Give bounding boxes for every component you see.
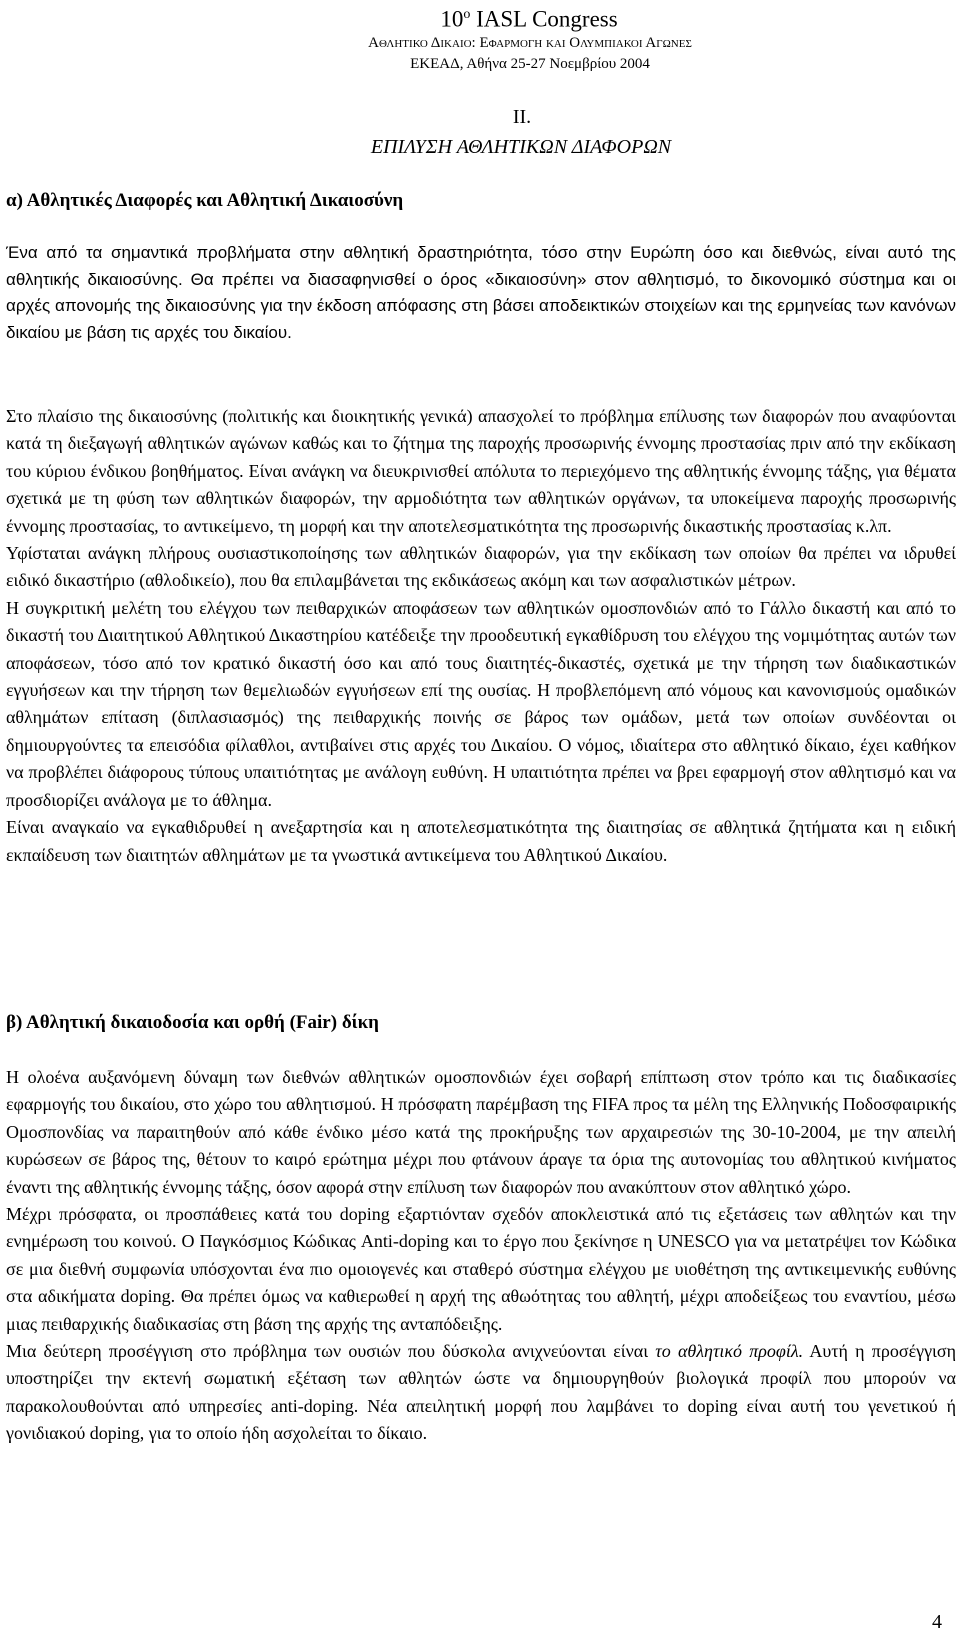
page-header xyxy=(0,2,960,75)
section-title: ΕΠΙΛΥΣΗ ΑΘΛΗΤΙΚΩΝ ΔΙΑΦΟΡΩΝ xyxy=(370,136,672,158)
congress-name: IASL Congress xyxy=(476,6,618,32)
congress-number: 10 xyxy=(440,6,464,32)
congress-subtitle: Αθλητικο Δικαιο: Εφαρμογη και Ολυμπιακοι Αγωνες xyxy=(368,34,692,51)
paragraph: Ένα από τα σημαντικά προβλήματα στην αθλητική δραστηριότητα, τόσο στην Ευρώπη όσο και διεθνώς, είναι αυτό της αθλητικής δικαιοσύνης. Θα πρέπει να διασαφηνισθεί ο όρος «δικαιοσύνη» στον αθλητισμό, το δικονομικό σύστημα και οι αρχές απονομής της δικαιοσύνης για την έκδοση απόφασης στη βάσει αποδεικτικών στοιχείων και της ερμηνείας των κανόνων δικαίου με βάση τις αρχές του δικαίου. xyxy=(6,243,956,342)
page-number: 4 xyxy=(932,1611,942,1633)
paragraph: Η ολοένα αυξανόμενη δύναμη των διεθνών αθλητικών ομοσπονδιών έχει σοβαρή επίπτωση στον τρόπο και τις διαδικασίες εφαρμογής του δικαίου, στο χώρο του αθλητισμού. Η πρόσφατη παρέμβαση της FIFA προς τα μέλη της Ελληνικής Ποδοσφαιρικής Ομοσπονδίας να παραιτηθούν από κάθε ένδικο μέσο κατά της προκήρυξης των αρχαιρεσιών της 30-10-2004, με την απειλή κυρώσεων σε βάρος της, θέτουν το καιρό ερώτημα μέχρι που φτάνουν άραγε τα όρια της αυτονομίας του αθλητικού κινήματος έναντι της αθλητικής έννομης τάξης, όσον αφορά στην επίλυση των διαφορών που ανακύπτουν στον αθλητικό χώρο. xyxy=(6,1067,956,1197)
congress-title xyxy=(98,2,960,33)
subsection-b-heading: β) Αθλητική δικαιοδοσία και ορθή (Fair) δίκη xyxy=(6,1012,379,1033)
subsection-b-body xyxy=(6,1064,956,1448)
section-number: II. xyxy=(512,106,532,128)
paragraph-part: Αυτή η προσέγγιση υποστηρίζει την εκτενή σωματική εξέταση των αθλητών ώστε να δημιουργηθούν βιολογικά προφίλ που μπορούν να παρακολουθούνται από υπηρεσίες anti-doping. Νέα απειλητική μορφή που λαμβάνει το doping είναι αυτή του γενετικού ή γονιδιακού doping, για το οποίο ήδη ασχολείται το δίκαιο. xyxy=(6,1341,956,1444)
congress-superscript: o xyxy=(463,7,471,22)
paragraph-with-italic xyxy=(6,1338,956,1448)
section-title-wrap xyxy=(0,134,960,160)
section-number-wrap xyxy=(0,104,960,130)
subsection-a-intro xyxy=(6,240,956,346)
paragraph: Είναι αναγκαίο να εγκαθιδρυθεί η ανεξαρτησία και η αποτελεσματικότητα της διαιτησίας σε αθλητικά ζητήματα και η ειδική εκπαίδευση των διαιτητών αθλημάτων με τα γνωστικά αντικείμενα του Αθλητικού Δικαίου. xyxy=(6,817,956,865)
subsection-a-heading: α) Αθλητικές Διαφορές και Αθλητική Δικαιοσύνη xyxy=(6,190,404,211)
paragraph-part: Μια δεύτερη προσέγγιση στο πρόβλημα των ουσιών που δύσκολα ανιχνεύονται είναι xyxy=(6,1341,656,1362)
paragraph: Στο πλαίσιο της δικαιοσύνης (πολιτικής και διοικητικής γενικά) απασχολεί το πρόβλημα επίλυσης των διαφορών που αναφύονται κατά τη διεξαγωγή αθλητικών αγώνων καθώς και το ζήτημα της παροχής προσωρινής έννομης προστασίας πριν από την εκδίκαση του κύριου ένδικου βοηθήματος. Είναι ανάγκη να διευκρινισθεί απόλυτα το περιεχόμενο της αθλητικής έννομης τάξης, για θέματα σχετικά με τη φύση των αθλητικών διαφορών, την αρμοδιότητα των αθλητικών οργάνων, τα υποκείμενα παροχής προσωρινής έννομης προστασίας, το αντικείμενο, τη μορφή και την αποτελεσματικότητα της προσωρινής δικαστικής προστασίας κ.λπ. xyxy=(6,406,956,536)
paragraph: Η συγκριτική μελέτη του ελέγχου των πειθαρχικών αποφάσεων των αθλητικών ομοσπονδιών από το Γάλλο δικαστή και από το δικαστή του Διαιτητικού Αθλητικού Δικαστηρίου κατέδειξε την προοδευτική εγκαθίδρυση του ελέγχου της νομιμότητας αυτών των αποφάσεων, τόσο από τον κρατικό δικαστή όσο και από τους διαιτητές-δικαστές, σχετικά με την τήρηση των διαδικαστικών εγγυήσεων και την τήρηση των θεμελιωδών εγγυήσεων επί της ουσίας. Η προβλεπόμενη από νόμους και κανονισμούς ομαδικών αθλημάτων επίταση (διπλασιασμός) της πειθαρχικής ποινής σε βάρος των ομάδων, μετά των οποίων συνδέονται οι δημιουργούντες τα επεισόδια φίλαθλοι, αντιβαίνει στις αρχές του Δικαίου. Ο νόμος, ιδιαίτερα στο αθλητικό δίκαιο, έχει καθήκον να προβλέπει διάφορους τύπους υπαιτιότητας με ανάλογη ευθύνη. Η υπαιτιότητα πρέπει να βρει εφαρμογή στον αθλητισμό και να προσδιορίζει ανάλογα με το άθλημα. xyxy=(6,597,956,810)
paragraph: Υφίσταται ανάγκη πλήρους ουσιαστικοποίησης των αθλητικών διαφορών, για την εκδίκαση των οποίων θα πρέπει να ιδρυθεί ειδικό δικαστήριο (αθλοδικείο), που θα επιλαμβάνεται της εκδικάσεως ακόμη και των ασφαλιστικών μέτρων. xyxy=(6,543,956,591)
subsection-a-body xyxy=(6,403,956,869)
paragraph: Μέχρι πρόσφατα, οι προσπάθειες κατά του doping εξαρτιόνταν σχεδόν αποκλειστικά από τις εξετάσεις των αθλητών και την ενημέρωση του κοινού. Ο Παγκόσμιος Κώδικας Anti-doping και το έργο που ξεκίνησε η UNESCO για να μετατρέψει τον Κώδικα σε μια διεθνή συμφωνία υπόσχονται ένα πιο ομοιογενές και σταθερό σύστημα ελέγχου με υιοθέτηση της αντικειμενικής ευθύνης στα αδικήματα doping. Θα πρέπει όμως να καθιερωθεί η αρχή της αθωότητας του αθλητή, μέχρι αποδείξεως του εναντίου, μέσω μιας πειθαρχικής διαδικασίας στη βάση της αρχής της ανταπόδειξης. xyxy=(6,1204,956,1334)
italic-phrase: το αθλητικό προφίλ. xyxy=(655,1341,804,1362)
congress-venue: ΕΚΕΑΔ, Αθήνα 25-27 Νοεμβρίου 2004 xyxy=(410,55,650,72)
